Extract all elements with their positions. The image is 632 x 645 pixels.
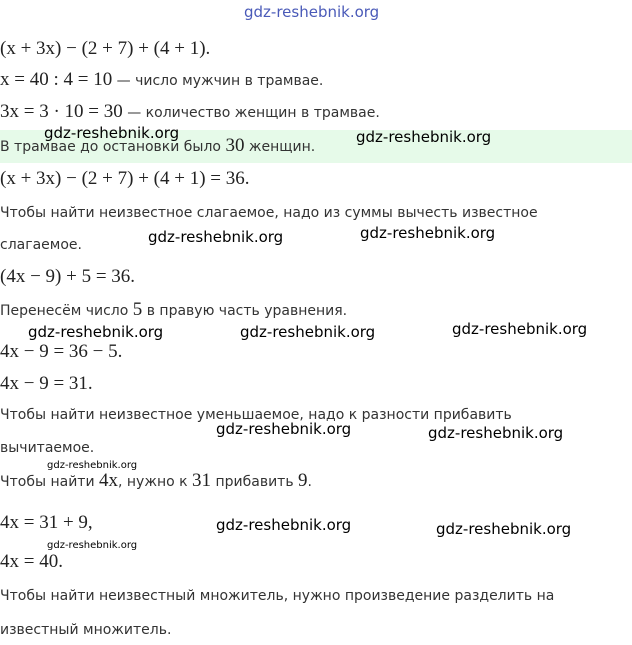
- rule-factor-line-2: известный множитель.: [0, 622, 172, 638]
- answer-text-end: женщин.: [244, 139, 316, 155]
- watermark: gdz-reshebnik.org: [148, 228, 284, 246]
- rule-addend-line-1: Чтобы найти неизвестное слагаемое, надо из суммы вычесть известное: [0, 205, 538, 221]
- women-count-line: [0, 101, 380, 123]
- watermark: gdz-reshebnik.org: [360, 224, 496, 242]
- equation-step-5: 4x = 40.: [0, 551, 63, 572]
- find-4x-text-a: Чтобы найти: [0, 474, 99, 490]
- women-count-text: — количество женщин в трамвае.: [122, 105, 380, 121]
- answer-text-start: В трамвае до остановки было: [0, 139, 226, 155]
- watermark: gdz-reshebnik.org: [28, 323, 164, 341]
- rule-addend-line-2: слагаемое.: [0, 237, 82, 253]
- answer-number: 30: [225, 135, 245, 156]
- equation-line: (x + 3x) − (2 + 7) + (4 + 1) = 36.: [0, 168, 250, 189]
- watermark: gdz-reshebnik.org: [452, 320, 588, 338]
- find-4x-text-b: , нужно к: [118, 474, 193, 490]
- rule-factor-line-1: Чтобы найти неизвестный множитель, нужно произведение разделить на: [0, 588, 555, 604]
- move-number-value: 5: [132, 299, 143, 320]
- equation-step-1: (4x − 9) + 5 = 36.: [0, 266, 136, 287]
- men-count-formula: x = 40 : 4 = 10: [0, 69, 113, 90]
- watermark: gdz-reshebnik.org: [216, 420, 352, 438]
- equation-step-2: 4x − 9 = 36 − 5.: [0, 341, 123, 362]
- men-count-text: — число мужчин в трамвае.: [112, 73, 324, 89]
- equation-step-3: 4x − 9 = 31.: [0, 373, 93, 394]
- find-4x-term: 4x: [99, 470, 118, 491]
- find-4x-text-c: прибавить: [211, 474, 299, 490]
- watermark: gdz-reshebnik.org: [47, 460, 138, 471]
- watermark: gdz-reshebnik.org: [216, 516, 352, 534]
- women-count-formula: 3x = 3 · 10 = 30: [0, 101, 123, 122]
- find-4x-line: [0, 470, 312, 492]
- equation-step-4: 4x = 31 + 9,: [0, 512, 93, 533]
- find-4x-text-d: .: [307, 474, 312, 490]
- watermark: gdz-reshebnik.org: [436, 520, 572, 538]
- find-4x-subtrahend: 9: [298, 470, 308, 491]
- move-number-text-end: в правую часть уравнения.: [142, 303, 348, 319]
- watermark: gdz-reshebnik.org: [240, 323, 376, 341]
- watermark: gdz-reshebnik.org: [47, 540, 138, 551]
- watermark: gdz-reshebnik.org: [428, 424, 564, 442]
- move-number-text-start: Перенесём число: [0, 303, 133, 319]
- move-number-line: [0, 299, 347, 321]
- header-watermark: gdz-reshebnik.org: [244, 3, 380, 21]
- men-count-line: [0, 69, 323, 91]
- watermark: gdz-reshebnik.org: [356, 128, 492, 146]
- watermark: gdz-reshebnik.org: [44, 124, 180, 142]
- find-4x-difference: 31: [192, 470, 212, 491]
- expression-line: (x + 3x) − (2 + 7) + (4 + 1).: [0, 38, 211, 59]
- rule-minuend-line-1: Чтобы найти неизвестное уменьшаемое, надо к разности прибавить: [0, 407, 512, 423]
- rule-minuend-line-2: вычитаемое.: [0, 440, 95, 456]
